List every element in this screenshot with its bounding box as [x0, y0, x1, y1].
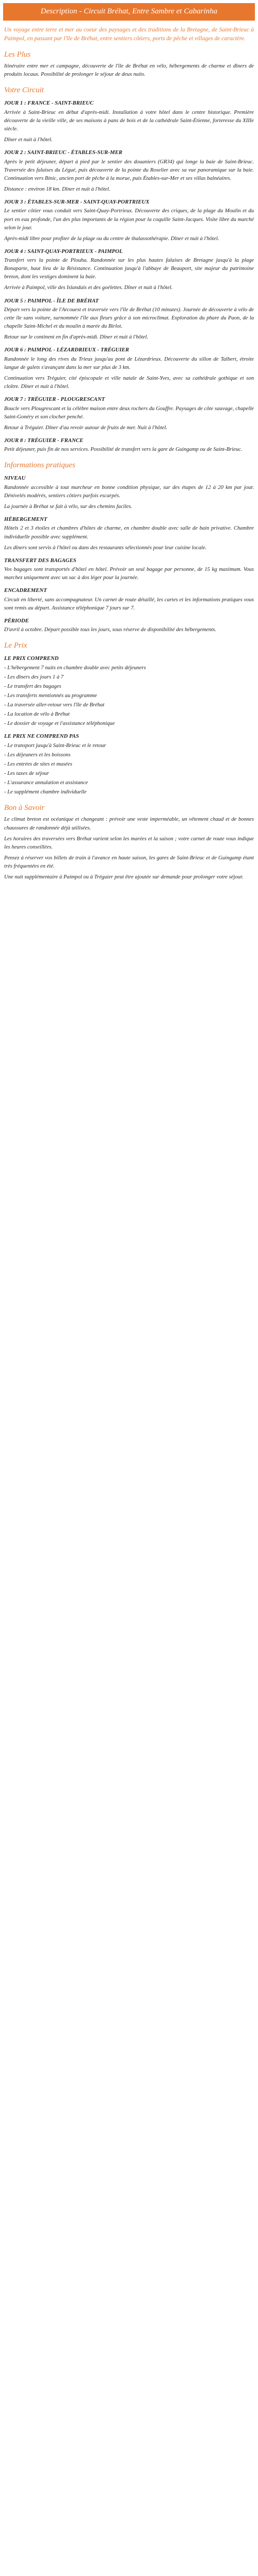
day-paragraph: Le sentier côtier vous conduit vers Saint-Quay-Portrieux. Découverte des criques, de la plage du Moulin et du port en eau profonde, l'un des plus importants de la région pour la coquille Saint-Jacques. Visite libre du marché selon le jour. — [4, 208, 254, 231]
good-to-know — [3, 804, 255, 882]
practical-info — [4, 474, 254, 634]
day-title: JOUR 4 : SAINT-QUAY-PORTRIEUX - PAIMPOL — [4, 248, 123, 255]
day-title: JOUR 2 : SAINT-BRIEUC - ÉTABLES-SUR-MER — [4, 149, 123, 156]
day-paragraph: Dîner et nuit à l'hôtel. — [4, 137, 53, 143]
price-exclude-item: - Le transport jusqu'à Saint-Brieuc et le retour — [4, 742, 254, 750]
good-to-know-paragraph: Le climat breton est océanique et changeant : prévoir une veste imperméable, un vêtement chaud et de bonnes chaussures de randonnée déjà utilisées. — [4, 817, 254, 831]
day-title: JOUR 6 : PAIMPOL - LÉZARDRIEUX - TRÉGUIER — [4, 347, 130, 353]
price-exclude-item: - Les entrées de sites et musées — [4, 760, 254, 769]
day-paragraph: Après-midi libre pour profiter de la plage ou du centre de thalassothérapie. Dîner et nuit à l'hôtel. — [4, 235, 219, 242]
day-paragraph: Transfert vers la pointe de Plouha. Randonnée sur les plus hautes falaises de Bretagne jusqu'à la plage Bonaparte, haut lieu de la Résistance. Continuation jusqu'à l'abbaye de Beauport, site majeur du patrimoine breton, dont les vestiges dominent la baie. — [4, 258, 254, 280]
day-paragraph: Arrivée à Paimpol, ville des Islandais et des goélettes. Dîner et nuit à l'hôtel. — [4, 285, 173, 291]
price-include-item: - Le transfert des bagages — [4, 683, 254, 691]
day-paragraph: Boucle vers Plougrescant et la célèbre maison entre deux rochers du Gouffre. Paysages de côte sauvage, chapelle Saint-Gonéry et son clocher penché. — [4, 405, 254, 420]
price-include-item: - La location de vélo à Bréhat — [4, 710, 254, 719]
price-include-item: - Les transferts mentionnés au programme — [4, 692, 254, 700]
price-heading: Le Prix — [4, 641, 27, 650]
practical-paragraph: D'avril à octobre. Départ possible tous les jours, sous réserve de disponibilité des hébergements. — [4, 627, 217, 633]
day-paragraph: Distance : environ 18 km. Dîner et nuit à l'hôtel. — [4, 186, 110, 192]
good-to-know-paragraph: Les horaires des traversées vers Bréhat varient selon les marées et la saison ; votre carnet de route vous indique les heures conseillées. — [4, 836, 254, 850]
day-paragraph: Retour sur le continent en fin d'après-midi. Dîner et nuit à l'hôtel. — [4, 334, 149, 341]
price-exclude-item: - Les déjeuners et les boissons — [4, 751, 254, 759]
practical-heading: Informations pratiques — [4, 461, 75, 470]
practical-paragraph: La journée à Bréhat se fait à vélo, sur des chemins faciles. — [4, 503, 133, 510]
day-paragraph: Continuation vers Tréguier, cité épiscopale et ville natale de Saint-Yves, avec sa cathédrale gothique et son cloître. Dîner et nuit à l'hôtel. — [4, 375, 254, 390]
price-exclude-item: - L'assurance annulation et assistance — [4, 779, 254, 787]
practical-subtitle: TRANSFERT DES BAGAGES — [4, 557, 76, 564]
page — [3, 3, 255, 882]
day-title: JOUR 5 : PAIMPOL - ÎLE DE BRÉHAT — [4, 297, 99, 304]
practical-subtitle: HÉBERGEMENT — [4, 516, 47, 522]
price-include-item: - La traversée aller-retour vers l'île de Bréhat — [4, 701, 254, 709]
price-section — [4, 654, 254, 796]
practical-paragraph: Vos bagages sont transportés d'hôtel en hôtel. Prévoir un seul bagage par personne, de 15 kg maximum. Vous marchez uniquement avec un sac à dos léger pour la journée. — [4, 567, 254, 581]
practical-subtitle: PÉRIODE — [4, 617, 29, 624]
plus-text: Itinéraire entre mer et campagne, découverte de l'île de Bréhat en vélo, hébergements de charme et dîners de produits locaux. Possibilité de prolonger le séjour de deux nuits. — [4, 63, 254, 78]
intro-text: Un voyage entre terre et mer au coeur des paysages et des traditions de la Bretagne, de Saint-Brieuc à Paimpol, en passant par l'île de Bréhat, entre sentiers côtiers, ports de pêche et villages de caractère. — [4, 26, 254, 42]
circuit-heading: Votre Circuit — [4, 86, 44, 95]
price-include-item: - Les dîners des jours 1 à 7 — [4, 673, 254, 682]
good-to-know-text — [4, 816, 254, 882]
price-includes-list — [4, 664, 254, 728]
price-exclude-item: - Le supplément chambre individuelle — [4, 788, 254, 796]
title-banner — [3, 3, 255, 21]
day-paragraph: Randonnée le long des rives du Trieux jusqu'au pont de Lézardrieux. Découverte du sillon de Talbert, étroite langue de galets s'avançant dans la mer sur plus de 3 km. — [4, 356, 254, 370]
practical-subtitle: ENCADREMENT — [4, 587, 47, 594]
plus-heading: Les Plus — [4, 50, 31, 59]
day-paragraph: Retour à Tréguier. Dîner d'au revoir autour de fruits de mer. Nuit à l'hôtel. — [4, 425, 168, 431]
good-to-know-paragraph: Pensez à réserver vos billets de train à l'avance en haute saison, les gares de Saint-Brieuc et de Guingamp étant très fréquentées en été. — [4, 855, 254, 869]
practical-paragraph: Hôtels 2 et 3 étoiles et chambres d'hôtes de charme, en chambre double avec salle de bain privative. Chambre individuelle possible avec supplément. — [4, 526, 254, 540]
day-title: JOUR 7 : TRÉGUIER - PLOUGRESCANT — [4, 396, 105, 403]
day-paragraph: Après le petit déjeuner, départ à pied par le sentier des douaniers (GR34) qui longe la baie de Saint-Brieuc. Traversée des falaises du Légué, puis découverte de la pointe du Roselier avec sa vue panoramique sur la baie. Continuation vers Binic, ancien port de pêche à la morue, puis Étables-sur-Mer et ses villas balnéaires. — [4, 159, 254, 181]
page-title: Description - Circuit Bréhat, Entre Sambre et Cabarinha — [40, 7, 218, 15]
price-excludes-title: LE PRIX NE COMPREND PAS — [4, 733, 79, 740]
good-to-know-paragraph: Une nuit supplémentaire à Paimpol ou à Tréguier peut être ajoutée sur demande pour prolonger votre séjour. — [4, 874, 244, 880]
day-title: JOUR 8 : TRÉGUIER - FRANCE — [4, 437, 84, 444]
itinerary — [4, 99, 254, 454]
day-paragraph: Petit déjeuner, puis fin de nos services. Possibilité de transfert vers la gare de Guingamp ou de Saint-Brieuc. — [4, 447, 243, 453]
day-title: JOUR 1 : FRANCE - SAINT-BRIEUC — [4, 100, 94, 107]
price-includes-title: LE PRIX COMPREND — [4, 655, 59, 662]
practical-subtitle: NIVEAU — [4, 475, 26, 482]
day-paragraph: Départ vers la pointe de l'Arcouest et traversée vers l'île de Bréhat (10 minutes). Journée de découverte à vélo de cette île sans voiture, surnommée l'île aux fleurs grâce à son microclimat. Exploration du phare du Paon, de la chapelle Saint-Michel et du moulin à marée du Birlot. — [4, 307, 254, 330]
practical-paragraph: Circuit en liberté, sans accompagnateur. Un carnet de route détaillé, les cartes et les informations pratiques vous sont remis au départ. Assistance téléphonique 7 jours sur 7. — [4, 597, 254, 611]
practical-paragraph: Les dîners sont servis à l'hôtel ou dans des restaurants sélectionnés pour leur cuisine locale. — [4, 545, 207, 551]
practical-paragraph: Randonnée accessible à tout marcheur en bonne condition physique, sur des étapes de 12 à 20 km par jour. Dénivelés modérés, sentiers côtiers parfois escarpés. — [4, 484, 254, 499]
good-to-know-heading: Bon à Savoir — [4, 804, 45, 812]
price-include-item: - L'hébergement 7 nuits en chambre double avec petits déjeuners — [4, 664, 254, 672]
day-paragraph: Arrivée à Saint-Brieuc en début d'après-midi. Installation à votre hôtel dans le centre historique. Première découverte de la vieille ville, de ses maisons à pans de bois et de la cathédrale Saint-Étienne, forteresse du XIIIe siècle. — [4, 109, 254, 132]
price-include-item: - Le dossier de voyage et l'assistance téléphonique — [4, 720, 254, 728]
price-exclude-item: - Les taxes de séjour — [4, 770, 254, 778]
price-excludes-list — [4, 742, 254, 797]
day-title: JOUR 3 : ÉTABLES-SUR-MER - SAINT-QUAY-PORTRIEUX — [4, 199, 150, 205]
